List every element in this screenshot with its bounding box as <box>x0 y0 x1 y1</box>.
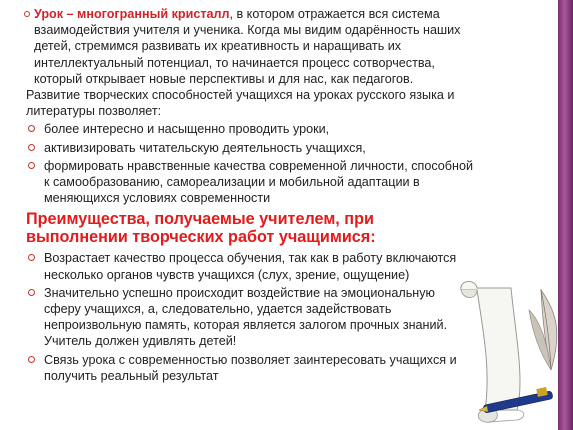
bullet-icon <box>24 11 30 17</box>
list-item: Связь урока с современностью позволяет заинтересовать учащихся и получить реальный результат <box>34 352 474 384</box>
intro-paragraph <box>34 6 474 87</box>
list-item: Значительно успешно происходит воздействие на эмоциональную сферу учащихся, а, следовательно, удается задействовать непроизвольную память, которая является залогом прочных знаний. Учитель должен удивлять детей! <box>34 285 474 350</box>
bullet-icon <box>28 144 35 151</box>
slide-content <box>26 6 474 386</box>
advantages-list <box>34 250 474 384</box>
list-item: более интересно и насыщенно проводить уроки, <box>34 121 474 137</box>
list-item: активизировать читательскую деятельность учащихся, <box>34 140 474 156</box>
list-item: формировать нравственные качества современной личности, способной к самообразованию, самореализации и мобильной адаптации в меняющихся условиях современности <box>34 158 474 207</box>
bullet-icon <box>28 254 35 261</box>
bullet-icon <box>28 162 35 169</box>
bullet-icon <box>28 356 35 363</box>
bullet-icon <box>28 289 35 296</box>
list-item: Возрастает качество процесса обучения, так как в работу включаются несколько органов чувств учащихся (слух, зрение, ощущение) <box>34 250 474 282</box>
advantages-heading: Преимущества, получаемые учителем, при выполнении творческих работ учащимися: <box>26 210 376 247</box>
intro-text: , в котором отражается вся система взаимодействия учителя и ученика. Когда мы видим одарённость наших детей, стремимся развивать их креативность и наращивать их интеллектуальный потенциал, то начинается процесс сотворчества, который открывает новые перспективы и для нас, как педагогов. <box>34 7 461 86</box>
development-paragraph: Развитие творческих способностей учащихся на уроках русского языка и литературы позволяет: <box>26 88 455 119</box>
intro-highlight: Урок – многогранный кристалл <box>34 7 230 21</box>
benefits-list <box>34 121 474 206</box>
bullet-icon <box>28 125 35 132</box>
scroll-and-quill-icon <box>455 270 573 430</box>
